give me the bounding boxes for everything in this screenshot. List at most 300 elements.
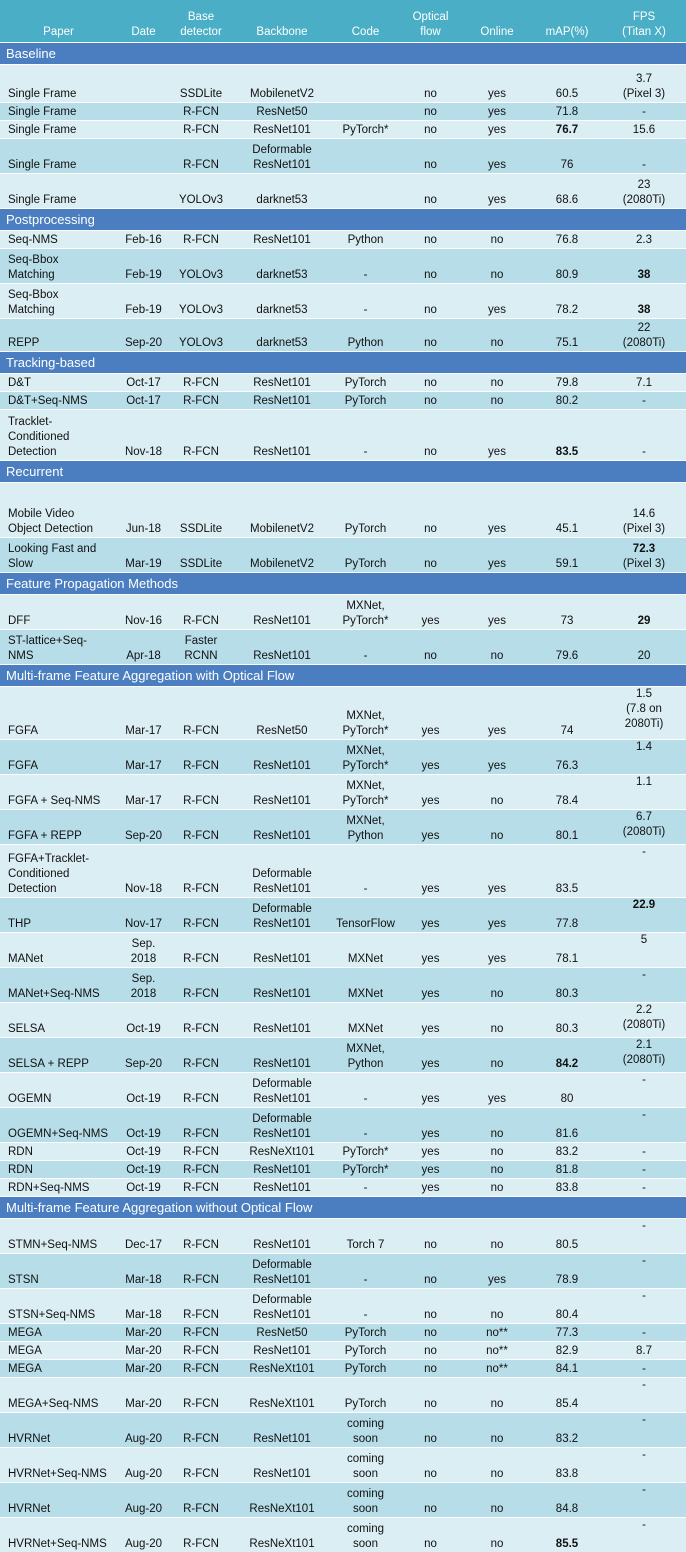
cell-online: no <box>462 968 532 1003</box>
cell-base-detector: R-FCN <box>170 968 232 1003</box>
table-row <box>0 1143 686 1161</box>
section-title: Multi-frame Feature Aggregation with Optical Flow <box>0 665 686 687</box>
cell-date <box>117 121 170 139</box>
cell-optical-flow: no <box>399 1413 462 1448</box>
cell-backbone: darknet53 <box>232 319 332 352</box>
header-online: Online <box>462 0 532 43</box>
cell-fps: - <box>602 1073 686 1108</box>
cell-map: 81.8 <box>532 1161 602 1179</box>
cell-base-detector: R-FCN <box>170 687 232 740</box>
table-row <box>0 103 686 121</box>
table-row <box>0 1360 686 1378</box>
cell-optical-flow: yes <box>399 1038 462 1073</box>
cell-code: MXNet, Python <box>332 810 399 845</box>
cell-code: PyTorch* <box>332 1143 399 1161</box>
cell-online: no <box>462 1448 532 1483</box>
section-header <box>0 43 686 65</box>
table-row <box>0 65 686 103</box>
table-row <box>0 1073 686 1108</box>
table-row <box>0 968 686 1003</box>
cell-online: no <box>462 630 532 665</box>
cell-backbone: MobilenetV2 <box>232 65 332 103</box>
cell-fps: - <box>602 103 686 121</box>
cell-code <box>332 174 399 209</box>
cell-optical-flow: no <box>399 538 462 573</box>
cell-code: - <box>332 249 399 284</box>
cell-backbone: darknet53 <box>232 174 332 209</box>
cell-map: 79.6 <box>532 630 602 665</box>
cell-date: Oct-19 <box>117 1003 170 1038</box>
cell-paper: HVRNet+Seq-NMS <box>0 1448 117 1483</box>
cell-online: no <box>462 374 532 392</box>
table-row <box>0 139 686 174</box>
cell-code <box>332 139 399 174</box>
table-row <box>0 1108 686 1143</box>
cell-optical-flow: no <box>399 630 462 665</box>
cell-fps: 1.5 (7.8 on 2080Ti) <box>602 687 686 740</box>
header-backbone: Backbone <box>232 0 332 43</box>
table-row <box>0 374 686 392</box>
cell-date: Jun-18 <box>117 483 170 538</box>
section-header <box>0 665 686 687</box>
cell-backbone: ResNet101 <box>232 775 332 810</box>
cell-fps: 38 <box>602 284 686 319</box>
cell-optical-flow: no <box>399 103 462 121</box>
header-map: mAP(%) <box>532 0 602 43</box>
cell-base-detector: R-FCN <box>170 1179 232 1197</box>
cell-optical-flow: no <box>399 1378 462 1413</box>
cell-optical-flow: no <box>399 231 462 249</box>
cell-optical-flow: no <box>399 1518 462 1552</box>
cell-base-detector: R-FCN <box>170 410 232 461</box>
cell-map: 78.4 <box>532 775 602 810</box>
cell-paper: Single Frame <box>0 65 117 103</box>
cell-backbone: MobilenetV2 <box>232 538 332 573</box>
cell-optical-flow: yes <box>399 1003 462 1038</box>
cell-map: 82.9 <box>532 1342 602 1360</box>
section-header <box>0 209 686 231</box>
cell-online: no <box>462 1003 532 1038</box>
cell-base-detector: R-FCN <box>170 1324 232 1342</box>
table-row <box>0 121 686 139</box>
cell-backbone: Deformable ResNet101 <box>232 845 332 898</box>
cell-date: Mar-20 <box>117 1324 170 1342</box>
cell-optical-flow: no <box>399 284 462 319</box>
cell-map: 81.6 <box>532 1108 602 1143</box>
table-row <box>0 933 686 968</box>
cell-backbone: ResNet101 <box>232 933 332 968</box>
cell-online: yes <box>462 174 532 209</box>
cell-fps: - <box>602 1413 686 1448</box>
cell-paper: Single Frame <box>0 139 117 174</box>
cell-date: Sep. 2018 <box>117 968 170 1003</box>
cell-base-detector: YOLOv3 <box>170 319 232 352</box>
cell-map: 76.3 <box>532 740 602 775</box>
cell-base-detector: R-FCN <box>170 1360 232 1378</box>
section-title: Baseline <box>0 43 686 65</box>
table-row <box>0 1161 686 1179</box>
cell-fps: 20 <box>602 630 686 665</box>
cell-online: yes <box>462 687 532 740</box>
cell-fps: - <box>602 1143 686 1161</box>
cell-backbone: ResNeXt101 <box>232 1360 332 1378</box>
cell-optical-flow: no <box>399 121 462 139</box>
cell-optical-flow: yes <box>399 968 462 1003</box>
cell-map: 80.5 <box>532 1219 602 1254</box>
cell-backbone: Deformable ResNet101 <box>232 139 332 174</box>
cell-optical-flow: no <box>399 1342 462 1360</box>
table-row <box>0 845 686 898</box>
cell-fps: 15.6 <box>602 121 686 139</box>
cell-code: coming soon <box>332 1518 399 1552</box>
cell-base-detector: R-FCN <box>170 1108 232 1143</box>
cell-map: 80.1 <box>532 810 602 845</box>
cell-map: 77.3 <box>532 1324 602 1342</box>
cell-online: no <box>462 1219 532 1254</box>
cell-date: Oct-19 <box>117 1161 170 1179</box>
cell-paper: FGFA+Tracklet- Conditioned Detection <box>0 845 117 898</box>
cell-paper: ST-lattice+Seq- NMS <box>0 630 117 665</box>
cell-online: yes <box>462 898 532 933</box>
cell-fps: 14.6 (Pixel 3) <box>602 483 686 538</box>
cell-date: Aug-20 <box>117 1518 170 1552</box>
cell-fps: - <box>602 1179 686 1197</box>
cell-paper: SELSA + REPP <box>0 1038 117 1073</box>
section-header <box>0 1197 686 1219</box>
cell-base-detector: SSDLite <box>170 538 232 573</box>
cell-optical-flow: no <box>399 249 462 284</box>
cell-map: 80 <box>532 1073 602 1108</box>
section-title: Multi-frame Feature Aggregation without Optical Flow <box>0 1197 686 1219</box>
header-fps: FPS (Titan X) <box>602 0 686 43</box>
cell-date: Aug-20 <box>117 1448 170 1483</box>
table-row <box>0 1179 686 1197</box>
cell-fps: - <box>602 1483 686 1518</box>
cell-code: MXNet <box>332 968 399 1003</box>
cell-online: no <box>462 231 532 249</box>
cell-map: 78.2 <box>532 284 602 319</box>
cell-map: 76.8 <box>532 231 602 249</box>
cell-optical-flow: yes <box>399 1108 462 1143</box>
cell-code: PyTorch <box>332 483 399 538</box>
cell-fps: 6.7 (2080Ti) <box>602 810 686 845</box>
cell-backbone: ResNeXt101 <box>232 1483 332 1518</box>
cell-backbone: ResNet101 <box>232 231 332 249</box>
cell-paper: MANet+Seq-NMS <box>0 968 117 1003</box>
cell-paper: HVRNet+Seq-NMS <box>0 1518 117 1552</box>
cell-date: Feb-16 <box>117 231 170 249</box>
cell-code: PyTorch <box>332 1360 399 1378</box>
cell-fps: - <box>602 1161 686 1179</box>
cell-date: Nov-17 <box>117 898 170 933</box>
cell-online: yes <box>462 1254 532 1289</box>
cell-optical-flow: no <box>399 1483 462 1518</box>
table-row <box>0 392 686 410</box>
cell-fps: 72.3 (Pixel 3) <box>602 538 686 573</box>
cell-fps: 2.3 <box>602 231 686 249</box>
cell-map: 60.5 <box>532 65 602 103</box>
cell-optical-flow: no <box>399 174 462 209</box>
cell-backbone: darknet53 <box>232 284 332 319</box>
table-row <box>0 1003 686 1038</box>
cell-date: Sep. 2018 <box>117 933 170 968</box>
cell-date: Mar-20 <box>117 1342 170 1360</box>
cell-date: Oct-17 <box>117 392 170 410</box>
cell-code: MXNet, PyTorch* <box>332 687 399 740</box>
cell-date: Oct-19 <box>117 1143 170 1161</box>
cell-date: Sep-20 <box>117 810 170 845</box>
table-row <box>0 231 686 249</box>
cell-fps: 1.1 <box>602 775 686 810</box>
cell-optical-flow: yes <box>399 933 462 968</box>
cell-fps: - <box>602 1448 686 1483</box>
cell-map: 85.5 <box>532 1518 602 1552</box>
cell-online: yes <box>462 538 532 573</box>
cell-date: Dec-17 <box>117 1219 170 1254</box>
cell-date: Sep-20 <box>117 1038 170 1073</box>
cell-backbone: Deformable ResNet101 <box>232 1254 332 1289</box>
cell-base-detector: R-FCN <box>170 1518 232 1552</box>
cell-map: 80.9 <box>532 249 602 284</box>
cell-paper: D&T+Seq-NMS <box>0 392 117 410</box>
cell-online: yes <box>462 595 532 630</box>
cell-paper: Single Frame <box>0 121 117 139</box>
cell-paper: FGFA <box>0 687 117 740</box>
table-header-row <box>0 0 686 43</box>
cell-fps: 29 <box>602 595 686 630</box>
cell-paper: FGFA + Seq-NMS <box>0 775 117 810</box>
cell-fps: 38 <box>602 249 686 284</box>
cell-online: no <box>462 1161 532 1179</box>
cell-online: no <box>462 1143 532 1161</box>
cell-online: yes <box>462 483 532 538</box>
cell-base-detector: R-FCN <box>170 103 232 121</box>
cell-date: Oct-19 <box>117 1179 170 1197</box>
cell-map: 83.8 <box>532 1179 602 1197</box>
cell-date: Nov-16 <box>117 595 170 630</box>
cell-code: MXNet, PyTorch* <box>332 775 399 810</box>
cell-map: 80.4 <box>532 1289 602 1324</box>
cell-map: 77.8 <box>532 898 602 933</box>
cell-online: yes <box>462 1073 532 1108</box>
cell-optical-flow: no <box>399 1360 462 1378</box>
cell-fps: 1.4 <box>602 740 686 775</box>
cell-code: PyTorch <box>332 1324 399 1342</box>
cell-map: 85.4 <box>532 1378 602 1413</box>
table-row <box>0 1038 686 1073</box>
table-row <box>0 687 686 740</box>
cell-base-detector: R-FCN <box>170 1003 232 1038</box>
cell-paper: Seq-Bbox Matching <box>0 249 117 284</box>
cell-base-detector: R-FCN <box>170 898 232 933</box>
cell-code: Torch 7 <box>332 1219 399 1254</box>
cell-code: PyTorch <box>332 538 399 573</box>
cell-backbone: ResNet101 <box>232 810 332 845</box>
table-row <box>0 1518 686 1552</box>
cell-fps: - <box>602 1108 686 1143</box>
cell-backbone: Deformable ResNet101 <box>232 1289 332 1324</box>
cell-map: 76 <box>532 139 602 174</box>
cell-backbone: Deformable ResNet101 <box>232 898 332 933</box>
cell-date: Sep-20 <box>117 319 170 352</box>
cell-map: 83.8 <box>532 1448 602 1483</box>
cell-online: yes <box>462 284 532 319</box>
cell-paper: MEGA <box>0 1342 117 1360</box>
table-row <box>0 1378 686 1413</box>
cell-optical-flow: no <box>399 392 462 410</box>
cell-base-detector: R-FCN <box>170 775 232 810</box>
cell-base-detector: YOLOv3 <box>170 284 232 319</box>
cell-fps: - <box>602 1324 686 1342</box>
cell-date: Mar-18 <box>117 1289 170 1324</box>
cell-online: yes <box>462 845 532 898</box>
cell-backbone: ResNet101 <box>232 968 332 1003</box>
cell-paper: RDN <box>0 1161 117 1179</box>
cell-online: yes <box>462 121 532 139</box>
cell-backbone: ResNet101 <box>232 121 332 139</box>
cell-fps: - <box>602 1289 686 1324</box>
cell-code: TensorFlow <box>332 898 399 933</box>
cell-online: no <box>462 319 532 352</box>
cell-online: yes <box>462 410 532 461</box>
cell-fps: - <box>602 1219 686 1254</box>
cell-code: MXNet, Python <box>332 1038 399 1073</box>
table-row <box>0 249 686 284</box>
cell-backbone: ResNet101 <box>232 1342 332 1360</box>
cell-optical-flow: yes <box>399 1073 462 1108</box>
cell-optical-flow: no <box>399 65 462 103</box>
cell-date: Mar-17 <box>117 775 170 810</box>
table-row <box>0 740 686 775</box>
cell-code: PyTorch <box>332 1378 399 1413</box>
cell-date <box>117 65 170 103</box>
cell-code: - <box>332 1073 399 1108</box>
header-date: Date <box>117 0 170 43</box>
section-header <box>0 352 686 374</box>
cell-map: 75.1 <box>532 319 602 352</box>
cell-code: Python <box>332 231 399 249</box>
cell-date: Mar-19 <box>117 538 170 573</box>
cell-paper: Tracklet- Conditioned Detection <box>0 410 117 461</box>
header-code: Code <box>332 0 399 43</box>
cell-base-detector: R-FCN <box>170 1038 232 1073</box>
cell-base-detector: R-FCN <box>170 1219 232 1254</box>
cell-code: - <box>332 1289 399 1324</box>
cell-backbone: ResNet101 <box>232 1413 332 1448</box>
cell-base-detector: R-FCN <box>170 1448 232 1483</box>
table-body <box>0 43 686 1552</box>
cell-map: 84.2 <box>532 1038 602 1073</box>
cell-optical-flow: no <box>399 1219 462 1254</box>
cell-backbone: ResNet50 <box>232 103 332 121</box>
cell-code: coming soon <box>332 1483 399 1518</box>
cell-base-detector: R-FCN <box>170 1483 232 1518</box>
cell-date <box>117 103 170 121</box>
cell-online: no <box>462 1289 532 1324</box>
cell-optical-flow: yes <box>399 740 462 775</box>
cell-base-detector: R-FCN <box>170 1073 232 1108</box>
table-row <box>0 595 686 630</box>
cell-paper: MEGA <box>0 1360 117 1378</box>
cell-base-detector: R-FCN <box>170 740 232 775</box>
cell-fps: - <box>602 392 686 410</box>
cell-paper: D&T <box>0 374 117 392</box>
table-row <box>0 1342 686 1360</box>
cell-optical-flow: yes <box>399 687 462 740</box>
table-row <box>0 1448 686 1483</box>
cell-base-detector: R-FCN <box>170 1143 232 1161</box>
cell-paper: Mobile Video Object Detection <box>0 483 117 538</box>
cell-map: 80.2 <box>532 392 602 410</box>
cell-code: PyTorch <box>332 392 399 410</box>
cell-paper: Seq-NMS <box>0 231 117 249</box>
cell-online: no <box>462 392 532 410</box>
cell-paper: STMN+Seq-NMS <box>0 1219 117 1254</box>
cell-optical-flow: yes <box>399 595 462 630</box>
header-paper: Paper <box>0 0 117 43</box>
cell-code: PyTorch <box>332 374 399 392</box>
cell-online: yes <box>462 103 532 121</box>
cell-map: 73 <box>532 595 602 630</box>
cell-fps: 2.1 (2080Ti) <box>602 1038 686 1073</box>
cell-paper: Single Frame <box>0 174 117 209</box>
table-row <box>0 1219 686 1254</box>
cell-online: no <box>462 1038 532 1073</box>
cell-paper: STSN+Seq-NMS <box>0 1289 117 1324</box>
cell-online: no <box>462 775 532 810</box>
cell-map: 68.6 <box>532 174 602 209</box>
cell-fps: - <box>602 139 686 174</box>
cell-fps: 7.1 <box>602 374 686 392</box>
cell-map: 83.2 <box>532 1143 602 1161</box>
cell-online: yes <box>462 933 532 968</box>
cell-paper: FGFA + REPP <box>0 810 117 845</box>
cell-optical-flow: yes <box>399 898 462 933</box>
cell-backbone: ResNet101 <box>232 1179 332 1197</box>
table-row <box>0 775 686 810</box>
cell-paper: STSN <box>0 1254 117 1289</box>
cell-map: 80.3 <box>532 1003 602 1038</box>
cell-code: PyTorch* <box>332 1161 399 1179</box>
cell-date: Feb-19 <box>117 284 170 319</box>
cell-backbone: ResNet101 <box>232 410 332 461</box>
cell-paper: FGFA <box>0 740 117 775</box>
table-row <box>0 1254 686 1289</box>
cell-map: 84.8 <box>532 1483 602 1518</box>
cell-code: coming soon <box>332 1413 399 1448</box>
cell-backbone: ResNet101 <box>232 1448 332 1483</box>
cell-date: Nov-18 <box>117 410 170 461</box>
table-row <box>0 1324 686 1342</box>
cell-online: no <box>462 810 532 845</box>
cell-date: Oct-17 <box>117 374 170 392</box>
cell-paper: Single Frame <box>0 103 117 121</box>
cell-optical-flow: yes <box>399 1143 462 1161</box>
cell-optical-flow: yes <box>399 1179 462 1197</box>
cell-backbone: ResNet50 <box>232 1324 332 1342</box>
cell-online: no <box>462 1518 532 1552</box>
cell-online: no <box>462 249 532 284</box>
cell-backbone: ResNet101 <box>232 630 332 665</box>
cell-date: Nov-18 <box>117 845 170 898</box>
cell-date: Mar-20 <box>117 1378 170 1413</box>
header-optical-flow: Optical flow <box>399 0 462 43</box>
cell-optical-flow: no <box>399 1448 462 1483</box>
cell-fps: - <box>602 1518 686 1552</box>
cell-optical-flow: no <box>399 1254 462 1289</box>
cell-date: Mar-17 <box>117 687 170 740</box>
cell-fps: 3.7 (Pixel 3) <box>602 65 686 103</box>
